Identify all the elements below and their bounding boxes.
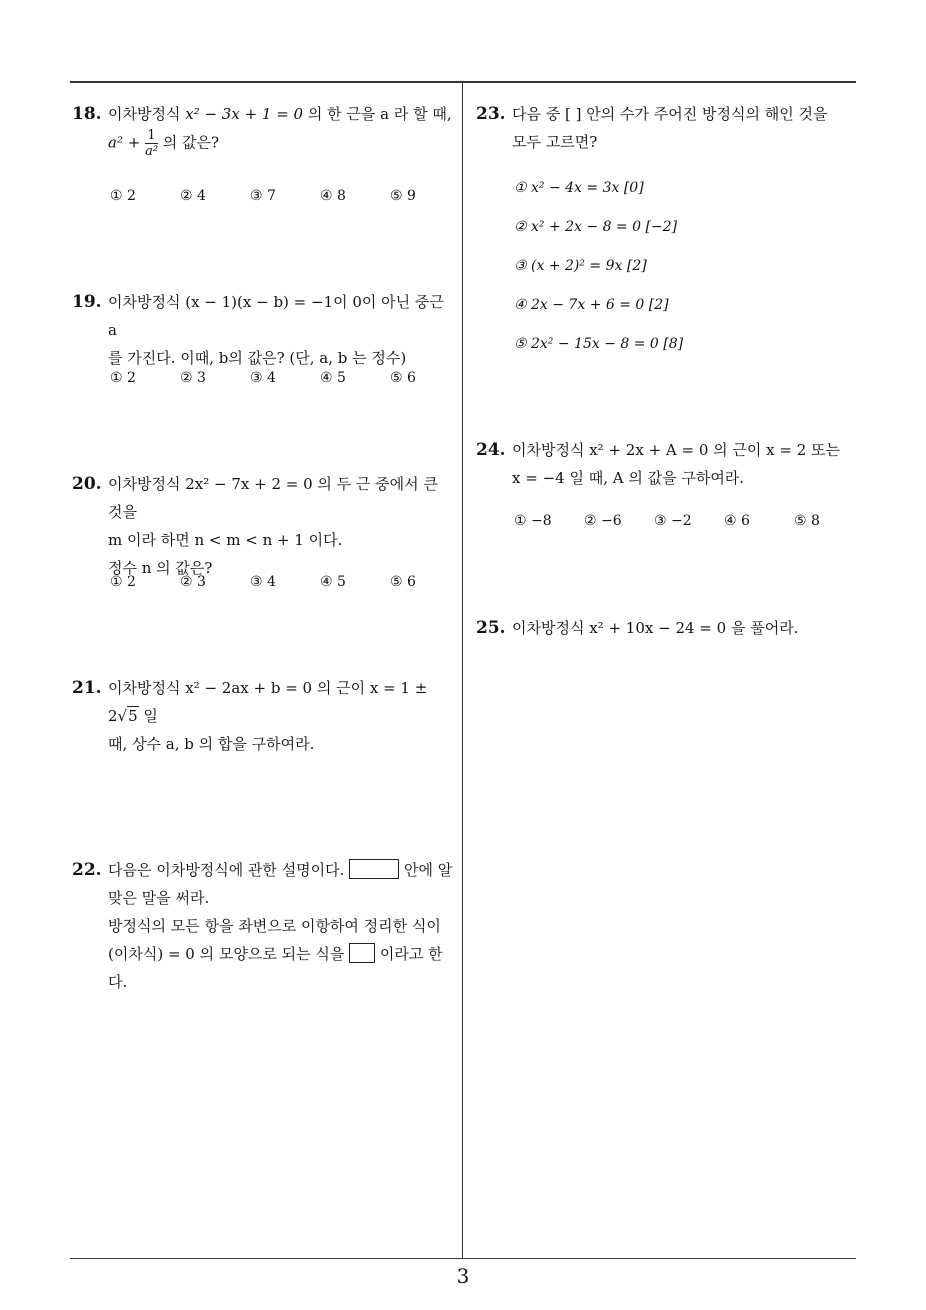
question-text-line: 때, 상수 a, b 의 합을 구하여라. bbox=[108, 735, 315, 753]
question-number: 18. bbox=[72, 104, 102, 124]
page-number: 3 bbox=[456, 1264, 470, 1288]
choice-3[interactable]: ③ 4 bbox=[250, 574, 276, 590]
question-text-line: 를 가진다. 이때, b의 값은? (단, a, b 는 정수) bbox=[108, 349, 407, 367]
choice-5[interactable]: ⑤ 9 bbox=[390, 188, 416, 204]
bottom-rule bbox=[70, 1258, 856, 1259]
question-number: 22. bbox=[72, 860, 102, 880]
choice-3[interactable]: ③ 4 bbox=[250, 370, 276, 386]
question-text-line: 이차방정식 x² − 3x + 1 = 0 의 한 근을 a 라 할 때, bbox=[108, 105, 452, 123]
choice-5[interactable]: ⑤ 6 bbox=[390, 574, 416, 590]
question-text-line: 모두 고르면? bbox=[512, 133, 598, 151]
top-rule bbox=[70, 81, 856, 83]
question-text-line: 이차방정식 x² − 2ax + b = 0 의 근이 x = 1 ± 2√5 일 bbox=[108, 679, 428, 725]
choice-1[interactable]: ① x² − 4x = 3x [0] bbox=[514, 180, 644, 196]
choice-3[interactable]: ③ (x + 2)² = 9x [2] bbox=[514, 258, 647, 274]
choice-2[interactable]: ② 3 bbox=[180, 574, 206, 590]
question-25 bbox=[476, 614, 861, 642]
choice-4[interactable]: ④ 5 bbox=[320, 370, 346, 386]
question-text-line: x = −4 일 때, A 의 값을 구하여라. bbox=[512, 469, 745, 487]
choice-2[interactable]: ② −6 bbox=[584, 513, 622, 529]
choice-5[interactable]: ⑤ 6 bbox=[390, 370, 416, 386]
choice-1[interactable]: ① 2 bbox=[110, 370, 136, 386]
question-text-line: a² + $\frac{1}{\text{a²}}$ 의 값은? bbox=[108, 128, 220, 159]
choice-5[interactable]: ⑤ 2x² − 15x − 8 = 0 [8] bbox=[514, 336, 684, 352]
question-text-line: 맞은 말을 써라. bbox=[108, 889, 210, 907]
question-number: 20. bbox=[72, 474, 102, 494]
column-divider bbox=[462, 81, 463, 1259]
choice-3[interactable]: ③ 7 bbox=[250, 188, 276, 204]
question-22 bbox=[72, 856, 457, 996]
question-20 bbox=[72, 470, 457, 582]
answer-blank-box bbox=[349, 859, 399, 879]
choice-1[interactable]: ① 2 bbox=[110, 188, 136, 204]
choice-4[interactable]: ④ 2x − 7x + 6 = 0 [2] bbox=[514, 297, 669, 313]
fraction: $\frac{1}{\text{a²}}$ bbox=[145, 128, 159, 159]
question-19 bbox=[72, 288, 457, 372]
choice-4[interactable]: ④ 5 bbox=[320, 574, 346, 590]
question-18 bbox=[72, 100, 457, 159]
question-text-line: 이차방정식 x² + 10x − 24 = 0 을 풀어라. bbox=[512, 619, 799, 637]
question-23 bbox=[476, 100, 861, 156]
choice-4[interactable]: ④ 8 bbox=[320, 188, 346, 204]
choice-1[interactable]: ① 2 bbox=[110, 574, 136, 590]
question-number: 19. bbox=[72, 292, 102, 312]
choice-4[interactable]: ④ 6 bbox=[724, 513, 750, 529]
choice-3[interactable]: ③ −2 bbox=[654, 513, 692, 529]
choice-1[interactable]: ① −8 bbox=[514, 513, 552, 529]
choice-5[interactable]: ⑤ 8 bbox=[794, 513, 820, 529]
question-text-line: 다. bbox=[108, 973, 128, 991]
question-text-line: 이차방정식 2x² − 7x + 2 = 0 의 두 근 중에서 큰 것을 bbox=[108, 475, 438, 521]
question-text-line: 방정식의 모든 항을 좌변으로 이항하여 정리한 식이 bbox=[108, 917, 441, 935]
question-number: 25. bbox=[476, 618, 506, 638]
question-text-line: 다음은 이차방정식에 관한 설명이다. 안에 알 bbox=[108, 861, 453, 879]
question-text-line: (이차식) = 0 의 모양으로 되는 식을 이라고 한 bbox=[108, 945, 443, 963]
choice-2[interactable]: ② 4 bbox=[180, 188, 206, 204]
question-text-line: 이차방정식 x² + 2x + A = 0 의 근이 x = 2 또는 bbox=[512, 441, 841, 459]
choice-2[interactable]: ② 3 bbox=[180, 370, 206, 386]
choice-2[interactable]: ② x² + 2x − 8 = 0 [−2] bbox=[514, 219, 678, 235]
question-text-line: 다음 중 [ ] 안의 수가 주어진 방정식의 해인 것을 bbox=[512, 105, 828, 123]
sqrt-argument: 5 bbox=[128, 707, 138, 725]
question-text-line: m 이라 하면 n < m < n + 1 이다. bbox=[108, 531, 343, 549]
question-number: 23. bbox=[476, 104, 506, 124]
question-number: 21. bbox=[72, 678, 102, 698]
question-21 bbox=[72, 674, 457, 758]
question-text-line: 정수 n 의 값은? bbox=[108, 559, 213, 577]
answer-blank-box bbox=[349, 943, 375, 963]
question-text-line: 이차방정식 (x − 1)(x − b) = −1이 0이 아닌 중근 a bbox=[108, 293, 444, 339]
question-number: 24. bbox=[476, 440, 506, 460]
question-24 bbox=[476, 436, 861, 492]
